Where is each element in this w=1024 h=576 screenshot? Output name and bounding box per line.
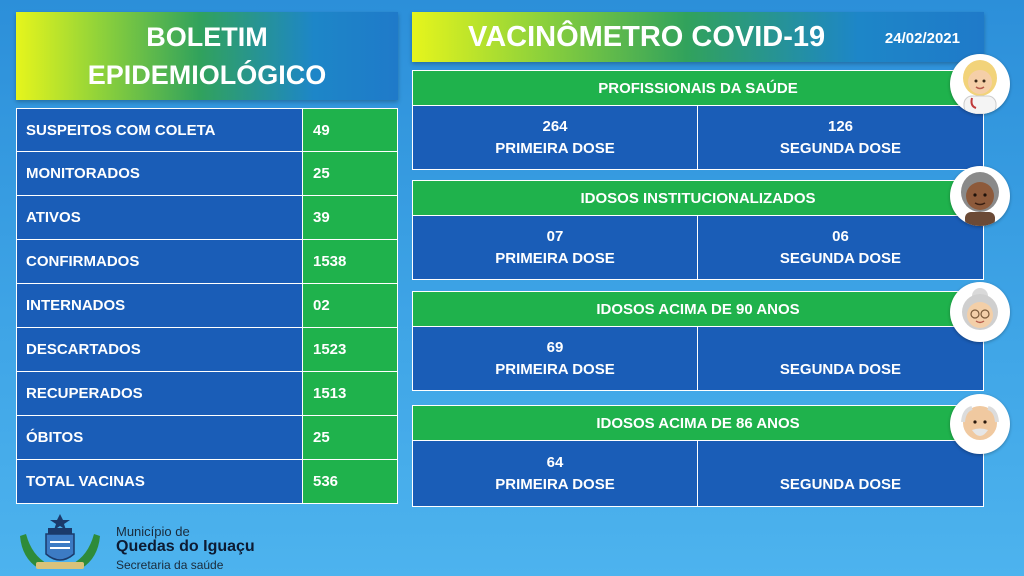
table-row [16,416,398,460]
vaccine-group-elderly-over-90 [412,291,984,391]
stat-label: SUSPEITOS COM COLETA [16,108,302,152]
stat-label: INTERNADOS [16,284,302,328]
stat-value: 1513 [302,372,398,416]
vaccine-group-elderly-over-86 [412,405,984,507]
stat-value: 49 [302,108,398,152]
second-dose-cell [698,216,984,280]
stat-label: DESCARTADOS [16,328,302,372]
table-row [16,284,398,328]
table-row [16,328,398,372]
municipality-crest-logo [18,512,102,572]
first-dose-cell [412,106,698,170]
bulletin-title-line2: EPIDEMIOLÓGICO [87,60,327,90]
first-dose-value: 07 [546,227,564,245]
second-dose-value: 06 [832,227,849,245]
stat-label: ATIVOS [16,196,302,240]
second-dose-cell [698,327,984,391]
first-dose-value: 64 [546,453,564,471]
stat-label: ÓBITOS [16,416,302,460]
first-dose-label: PRIMEIRA DOSE [495,139,615,157]
first-dose-cell [412,327,698,391]
stat-value: 536 [302,460,398,504]
first-dose-label: PRIMEIRA DOSE [495,360,615,378]
vaccine-group-title: IDOSOS ACIMA DE 86 ANOS [412,405,984,441]
epidemiological-table [16,108,398,504]
stat-value: 02 [302,284,398,328]
municipality-footer [18,512,318,572]
bulletin-title-banner [16,12,398,100]
second-dose-label: SEGUNDA DOSE [779,139,902,157]
second-dose-label: SEGUNDA DOSE [779,249,902,267]
table-row [16,240,398,284]
first-dose-value: 264 [542,117,568,135]
elderly-man-icon [950,166,1010,226]
health-worker-icon [950,54,1010,114]
elderly-woman-icon [950,282,1010,342]
first-dose-label: PRIMEIRA DOSE [495,475,615,493]
bulletin-title-line1: BOLETIM [146,22,268,52]
second-dose-cell [698,106,984,170]
vaccine-group-title: IDOSOS ACIMA DE 90 ANOS [412,291,984,327]
second-dose-label: SEGUNDA DOSE [779,475,902,493]
second-dose-cell [698,441,984,507]
stat-label: CONFIRMADOS [16,240,302,284]
footer-municipality-name: Quedas do Iguaçu [116,538,255,555]
vaccinometer-title-banner [412,12,984,62]
stat-label: MONITORADOS [16,152,302,196]
stat-label: TOTAL VACINAS [16,460,302,504]
first-dose-label: PRIMEIRA DOSE [495,249,615,267]
stat-value: 25 [302,416,398,460]
vaccine-group-health-professionals [412,70,984,170]
table-row [16,152,398,196]
second-dose-value: 126 [827,117,854,135]
footer-department: Secretaria da saúde [116,558,224,572]
elderly-man-beard-icon [950,394,1010,454]
table-row [16,372,398,416]
first-dose-cell [412,441,698,507]
stat-label: RECUPERADOS [16,372,302,416]
report-date: 24/02/2021 [884,30,960,47]
second-dose-label: SEGUNDA DOSE [779,360,902,378]
vaccine-group-title: IDOSOS INSTITUCIONALIZADOS [412,180,984,216]
stat-value: 25 [302,152,398,196]
table-row [16,108,398,152]
footer-municipality-label: Município de [116,524,190,539]
stat-value: 1523 [302,328,398,372]
table-row [16,460,398,504]
first-dose-value: 69 [546,338,564,356]
stat-value: 1538 [302,240,398,284]
first-dose-cell [412,216,698,280]
vaccine-group-title: PROFISSIONAIS DA SAÚDE [412,70,984,106]
vaccinometer-title: VACINÔMETRO COVID-19 [468,21,826,53]
table-row [16,196,398,240]
vaccine-group-institutionalized-elderly [412,180,984,280]
stat-value: 39 [302,196,398,240]
